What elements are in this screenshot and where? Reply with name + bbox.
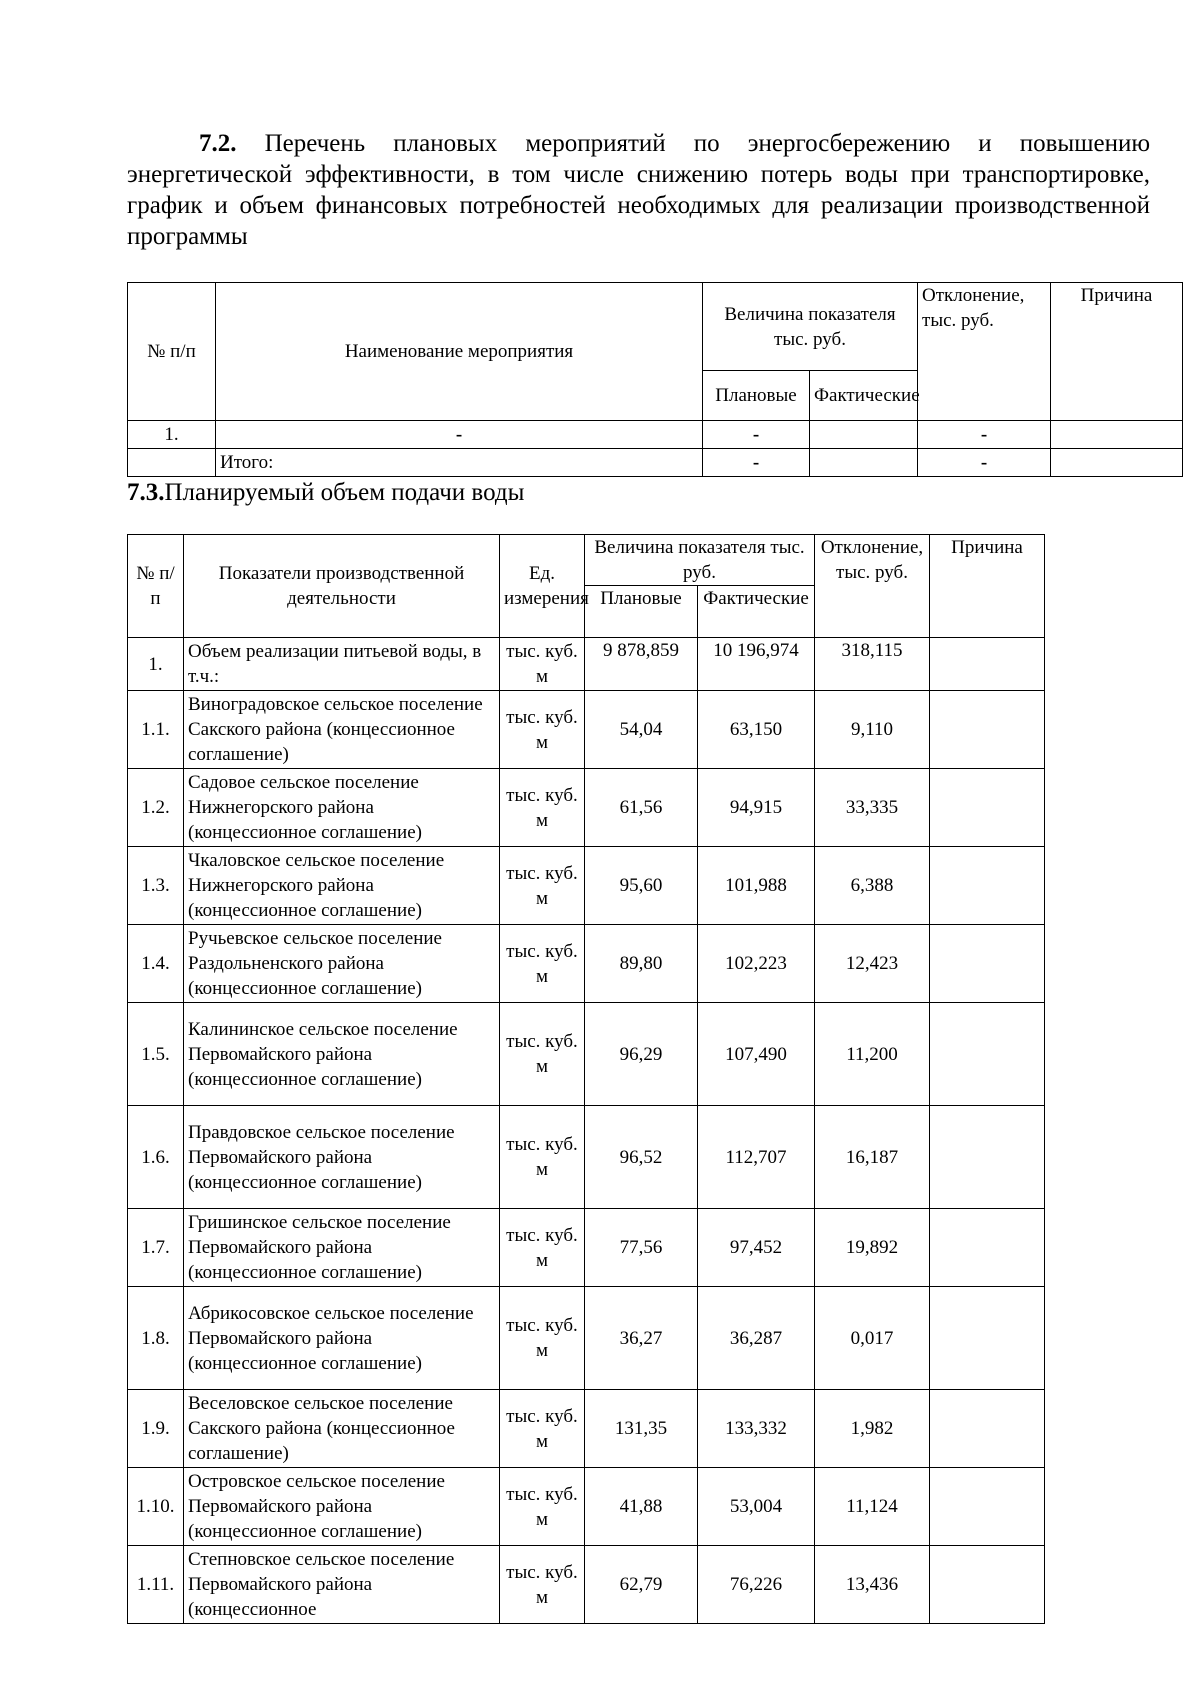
- section-7-2-heading: [127, 128, 1150, 252]
- t2-row-reason: [930, 847, 1045, 925]
- t2-header-deviation: Отклонение, тыс. руб.: [815, 535, 930, 638]
- t2-row-reason: [930, 925, 1045, 1003]
- t2-row-num: 1.4.: [128, 925, 184, 1003]
- t1-row-actual: [810, 421, 918, 449]
- section-7-3-title: Планируемый объем подачи воды: [164, 479, 525, 506]
- t1-header-value-group: Величина показателя тыс. руб.: [703, 283, 918, 371]
- t1-total-actual: [810, 449, 918, 477]
- table-row: [128, 638, 1045, 691]
- t2-row-unit: тыс. куб. м: [500, 1106, 585, 1209]
- t2-row-actual: 94,915: [698, 769, 815, 847]
- t1-header-name: Наименование мероприятия: [216, 283, 703, 421]
- t2-row-name: Степновское сельское поселение Первомайского района (концессионное: [184, 1546, 500, 1624]
- t2-row-actual: 133,332: [698, 1390, 815, 1468]
- table-row: [128, 847, 1045, 925]
- t2-row-num: 1.5.: [128, 1003, 184, 1106]
- t2-row-reason: [930, 691, 1045, 769]
- t2-row-actual: 53,004: [698, 1468, 815, 1546]
- t2-row-deviation: 11,124: [815, 1468, 930, 1546]
- t1-header-actual: Фактические: [810, 371, 918, 421]
- t2-row-planned: 131,35: [585, 1390, 698, 1468]
- t2-row-planned: 89,80: [585, 925, 698, 1003]
- t2-row-unit: тыс. куб. м: [500, 1003, 585, 1106]
- t2-row-deviation: 12,423: [815, 925, 930, 1003]
- t2-header-indicator: Показатели производственной деятельности: [184, 535, 500, 638]
- t2-row-unit: тыс. куб. м: [500, 925, 585, 1003]
- t2-row-planned: 95,60: [585, 847, 698, 925]
- t2-row-num: 1.2.: [128, 769, 184, 847]
- t2-row-name: Садовое сельское поселение Нижнегорского района (концессионное соглашение): [184, 769, 500, 847]
- table-row: [128, 1287, 1045, 1390]
- t2-row-unit: тыс. куб. м: [500, 1546, 585, 1624]
- t2-row-actual: 112,707: [698, 1106, 815, 1209]
- t2-row-reason: [930, 1209, 1045, 1287]
- measures-table: [127, 282, 1183, 477]
- t1-header-reason: Причина: [1051, 283, 1183, 421]
- t2-row-deviation: 11,200: [815, 1003, 930, 1106]
- t1-total-planned: -: [703, 449, 810, 477]
- t2-row-name: Калининское сельское поселение Первомайского района (концессионное соглашение): [184, 1003, 500, 1106]
- table-row: [128, 925, 1045, 1003]
- t2-row-unit: тыс. куб. м: [500, 638, 585, 691]
- t2-row-actual: 76,226: [698, 1546, 815, 1624]
- t1-row-name: -: [216, 421, 703, 449]
- t2-row-name: Объем реализации питьевой воды, в т.ч.:: [184, 638, 500, 691]
- t2-row-name: Ручьевское сельское поселение Раздольненского района (концессионное соглашение): [184, 925, 500, 1003]
- t2-row-num: 1.6.: [128, 1106, 184, 1209]
- t2-row-deviation: 16,187: [815, 1106, 930, 1209]
- t2-row-planned: 96,52: [585, 1106, 698, 1209]
- t2-row-planned: 96,29: [585, 1003, 698, 1106]
- t2-row-unit: тыс. куб. м: [500, 847, 585, 925]
- t2-row-reason: [930, 1390, 1045, 1468]
- t2-row-deviation: 0,017: [815, 1287, 930, 1390]
- t2-row-actual: 10 196,974: [698, 638, 815, 691]
- t2-row-reason: [930, 638, 1045, 691]
- t2-header-unit: Ед. измерения: [500, 535, 585, 638]
- t1-header-deviation: Отклонение, тыс. руб.: [918, 283, 1051, 421]
- t1-row-planned: -: [703, 421, 810, 449]
- t1-header-num: № п/п: [128, 283, 216, 421]
- t2-row-num: 1.9.: [128, 1390, 184, 1468]
- t2-row-deviation: 9,110: [815, 691, 930, 769]
- t2-row-planned: 54,04: [585, 691, 698, 769]
- t2-row-num: 1.11.: [128, 1546, 184, 1624]
- t2-row-deviation: 33,335: [815, 769, 930, 847]
- t2-row-name: Виноградовское сельское поселение Сакского района (концессионное соглашение): [184, 691, 500, 769]
- t2-row-name: Чкаловское сельское поселение Нижнегорского района (концессионное соглашение): [184, 847, 500, 925]
- t2-row-planned: 9 878,859: [585, 638, 698, 691]
- t2-row-actual: 63,150: [698, 691, 815, 769]
- t2-row-actual: 102,223: [698, 925, 815, 1003]
- t2-row-unit: тыс. куб. м: [500, 1209, 585, 1287]
- t1-row-reason: [1051, 421, 1183, 449]
- section-7-2-title-rest: энергетической эффективности, в том числе снижению потерь воды при транспортировке, график и объем финансовых потребностей необходимых для реализации производственной программы: [127, 161, 1150, 250]
- t2-row-planned: 41,88: [585, 1468, 698, 1546]
- t2-row-deviation: 19,892: [815, 1209, 930, 1287]
- t2-row-planned: 61,56: [585, 769, 698, 847]
- t2-row-reason: [930, 1468, 1045, 1546]
- section-7-2-title-line1: Перечень плановых мероприятий по энергосбережению и повышению: [264, 130, 1151, 157]
- t1-total-reason: [1051, 449, 1183, 477]
- t2-row-num: 1.: [128, 638, 184, 691]
- t2-row-reason: [930, 1003, 1045, 1106]
- table-row: [128, 1468, 1045, 1546]
- t2-row-name: Абрикосовское сельское поселение Первомайского района (концессионное соглашение): [184, 1287, 500, 1390]
- t2-row-num: 1.1.: [128, 691, 184, 769]
- section-7-2-first-line: [127, 128, 1150, 159]
- t2-row-name: Правдовское сельское поселение Первомайского района (концессионное соглашение): [184, 1106, 500, 1209]
- t2-row-actual: 107,490: [698, 1003, 815, 1106]
- t2-row-name: Островское сельское поселение Первомайского района (концессионное соглашение): [184, 1468, 500, 1546]
- t1-header-planned: Плановые: [703, 371, 810, 421]
- table-row: [128, 691, 1045, 769]
- t2-row-reason: [930, 1546, 1045, 1624]
- t1-row-num: 1.: [128, 421, 216, 449]
- t2-row-actual: 97,452: [698, 1209, 815, 1287]
- t2-row-reason: [930, 769, 1045, 847]
- table-total-row: [128, 449, 1183, 477]
- table-row: [128, 1003, 1045, 1106]
- t2-header-reason: Причина: [930, 535, 1045, 638]
- t2-row-unit: тыс. куб. м: [500, 769, 585, 847]
- section-7-3-heading: [127, 478, 524, 508]
- t2-row-unit: тыс. куб. м: [500, 1390, 585, 1468]
- table-row: [128, 421, 1183, 449]
- t2-row-num: 1.10.: [128, 1468, 184, 1546]
- t2-row-unit: тыс. куб. м: [500, 1468, 585, 1546]
- t2-row-name: Веселовское сельское поселение Сакского района (концессионное соглашение): [184, 1390, 500, 1468]
- section-7-3-number: 7.3.: [127, 479, 165, 506]
- t2-row-actual: 36,287: [698, 1287, 815, 1390]
- t2-row-deviation: 318,115: [815, 638, 930, 691]
- t2-row-unit: тыс. куб. м: [500, 1287, 585, 1390]
- t1-row-deviation: -: [918, 421, 1051, 449]
- table-row: [128, 1209, 1045, 1287]
- t2-row-reason: [930, 1106, 1045, 1209]
- t2-row-reason: [930, 1287, 1045, 1390]
- table-row: [128, 1390, 1045, 1468]
- t2-header-actual: Фактические: [698, 586, 815, 638]
- t1-total-deviation: -: [918, 449, 1051, 477]
- t2-row-deviation: 6,388: [815, 847, 930, 925]
- t1-total-label: Итого:: [216, 449, 703, 477]
- t2-header-num: № п/п: [128, 535, 184, 638]
- t2-row-deviation: 1,982: [815, 1390, 930, 1468]
- t1-total-num: [128, 449, 216, 477]
- water-supply-table: [127, 534, 1045, 1624]
- t2-row-planned: 77,56: [585, 1209, 698, 1287]
- table-row: [128, 769, 1045, 847]
- table-row: [128, 1546, 1045, 1624]
- t2-row-actual: 101,988: [698, 847, 815, 925]
- section-7-2-number: 7.2.: [199, 130, 237, 157]
- t2-row-deviation: 13,436: [815, 1546, 930, 1624]
- t2-row-planned: 62,79: [585, 1546, 698, 1624]
- t2-row-num: 1.3.: [128, 847, 184, 925]
- table-row: [128, 1106, 1045, 1209]
- t2-row-planned: 36,27: [585, 1287, 698, 1390]
- t2-header-planned: Плановые: [585, 586, 698, 638]
- t2-row-num: 1.8.: [128, 1287, 184, 1390]
- t2-row-name: Гришинское сельское поселение Первомайского района (концессионное соглашение): [184, 1209, 500, 1287]
- t2-row-num: 1.7.: [128, 1209, 184, 1287]
- t2-row-unit: тыс. куб. м: [500, 691, 585, 769]
- t2-header-value-group: Величина показателя тыс. руб.: [585, 535, 815, 586]
